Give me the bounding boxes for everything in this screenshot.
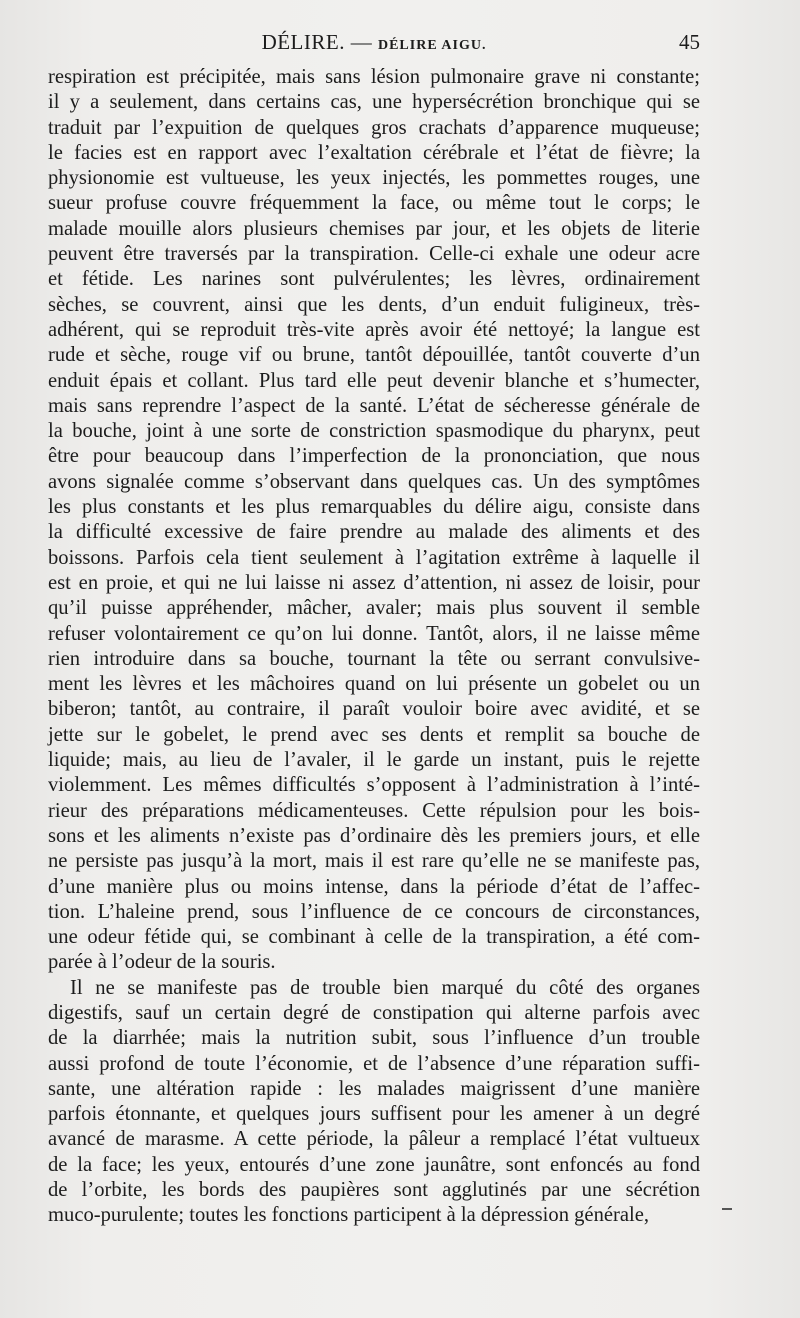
body-text (48, 65, 700, 1229)
text-line: ment les lèvres et les mâchoires quand on lui présente un gobelet ou un (48, 673, 700, 696)
text-line: avancé de marasme. A cette période, la pâleur a remplacé l’état vultueux (48, 1128, 700, 1151)
page-number: 45 (679, 30, 700, 54)
text-line: boissons. Parfois cela tient seulement à l’agitation extrême à laquelle il (48, 546, 700, 569)
text-line: et fétide. Les narines sont pulvérulentes; les lèvres, ordinairement (48, 268, 700, 291)
running-title-main: DÉLIRE. (261, 30, 345, 54)
margin-mark (722, 1208, 732, 1210)
text-line: liquide; mais, au lieu de l’avaler, il le garde un instant, puis le rejette (48, 749, 700, 772)
text-line: mais sans reprendre l’aspect de la santé. L’état de sécheresse générale de (48, 394, 700, 417)
text-line: de l’orbite, les bords des paupières sont agglutinés par une sécrétion (48, 1179, 700, 1202)
paragraph (48, 65, 700, 976)
text-line: respiration est précipitée, mais sans lésion pulmonaire grave ni constante; (48, 66, 700, 88)
running-title (48, 30, 700, 55)
text-line: avons signalée comme s’observant dans quelques cas. Un des symptômes (48, 470, 700, 493)
text-line: digestifs, sauf un certain degré de constipation qui alterne parfois avec (48, 1001, 700, 1024)
text-line: est en proie, et qui ne lui laisse ni assez d’attention, ni assez de loisir, pour (48, 571, 700, 594)
text-line: la bouche, joint à une sorte de constriction spasmodique du pharynx, peut (48, 420, 700, 443)
text-line: tion. L’haleine prend, sous l’influence de ce concours de circonstances, (48, 900, 700, 923)
text-line: jette sur le gobelet, le prend avec ses dents et remplit sa bouche de (48, 723, 700, 746)
paragraph (48, 976, 700, 1229)
text-line: qu’il puisse appréhender, mâcher, avaler; mais plus souvent il semble (48, 597, 700, 620)
running-title-sub: DÉLIRE AIGU. (377, 38, 487, 53)
text-line: parée à l’odeur de la souris. (48, 951, 276, 974)
text-line: le facies est en rapport avec l’exaltation cérébrale et l’état de fièvre; la (48, 141, 700, 164)
text-line: il y a seulement, dans certains cas, une hypersécrétion bronchique qui se (48, 91, 700, 114)
text-line: refuser volontairement ce qu’on lui donne. Tantôt, alors, il ne laisse même (48, 622, 700, 645)
text-line: rieur des préparations médicamenteuses. Cette répulsion pour les bois- (48, 799, 700, 822)
text-line: rien introduire dans sa bouche, tournant la tête ou serrant convulsive- (48, 647, 700, 670)
text-line: biberon; tantôt, au contraire, il paraît vouloir boire avec avidité, et se (48, 698, 700, 721)
text-line: sèches, se couvrent, ainsi que les dents, d’un enduit fuligineux, très- (48, 293, 700, 316)
text-line: la difficulté excessive de faire prendre au malade des aliments et des (48, 521, 700, 544)
page-header (48, 30, 700, 58)
text-line: aussi profond de toute l’économie, et de l’absence d’une réparation suffi- (48, 1052, 700, 1075)
text-line: adhérent, qui se reproduit très-vite après avoir été nettoyé; la langue est (48, 318, 700, 341)
text-line: sueur profuse couvre fréquemment la face, ou même tout le corps; le (48, 192, 700, 215)
text-line: violemment. Les mêmes difficultés s’opposent à l’administration à l’inté- (48, 774, 700, 797)
text-line: rude et sèche, rouge vif ou brune, tantôt dépouillée, tantôt couverte d’un (48, 344, 700, 367)
text-line: peuvent être traversés par la transpiration. Celle-ci exhale une odeur acre (48, 243, 700, 266)
text-line: d’une manière plus ou moins intense, dans la période d’état de l’affec- (48, 875, 700, 898)
text-line: ne persiste pas jusqu’à la mort, mais il est rare qu’elle ne se manifeste pas, (48, 850, 700, 873)
running-title-dash: — (344, 30, 378, 54)
text-line: être pour beaucoup dans l’imperfection de la prononciation, que nous (48, 445, 700, 468)
text-line: les plus constants et les plus remarquables du délire aigu, consiste dans (48, 496, 700, 519)
text-line: de la diarrhée; mais la nutrition subit, sous l’influence d’un trouble (48, 1027, 700, 1050)
text-line: malade mouille alors plusieurs chemises par jour, et les objets de literie (48, 217, 700, 240)
text-line: muco-purulente; toutes les fonctions participent à la dépression générale, (48, 1204, 650, 1227)
text-line: sante, une altération rapide : les malades maigrissent d’une manière (48, 1077, 700, 1100)
text-line: sons et les aliments n’existe pas d’ordinaire dès les premiers jours, et elle (48, 824, 700, 847)
text-line: une odeur fétide qui, se combinant à celle de la transpiration, a été com- (48, 926, 700, 949)
text-line: physionomie est vultueuse, les yeux injectés, les pommettes rouges, une (48, 167, 700, 190)
text-line: enduit épais et collant. Plus tard elle peut devenir blanche et s’humecter, (48, 369, 700, 392)
text-line: Il ne se manifeste pas de trouble bien marqué du côté des organes (70, 976, 700, 999)
text-line: traduit par l’expuition de quelques gros crachats d’apparence muqueuse; (48, 116, 700, 139)
text-line: parfois étonnante, et quelques jours suffisent pour les amener à un degré (48, 1103, 700, 1126)
text-line: de la face; les yeux, entourés d’une zone jaunâtre, sont enfoncés au fond (48, 1153, 700, 1176)
